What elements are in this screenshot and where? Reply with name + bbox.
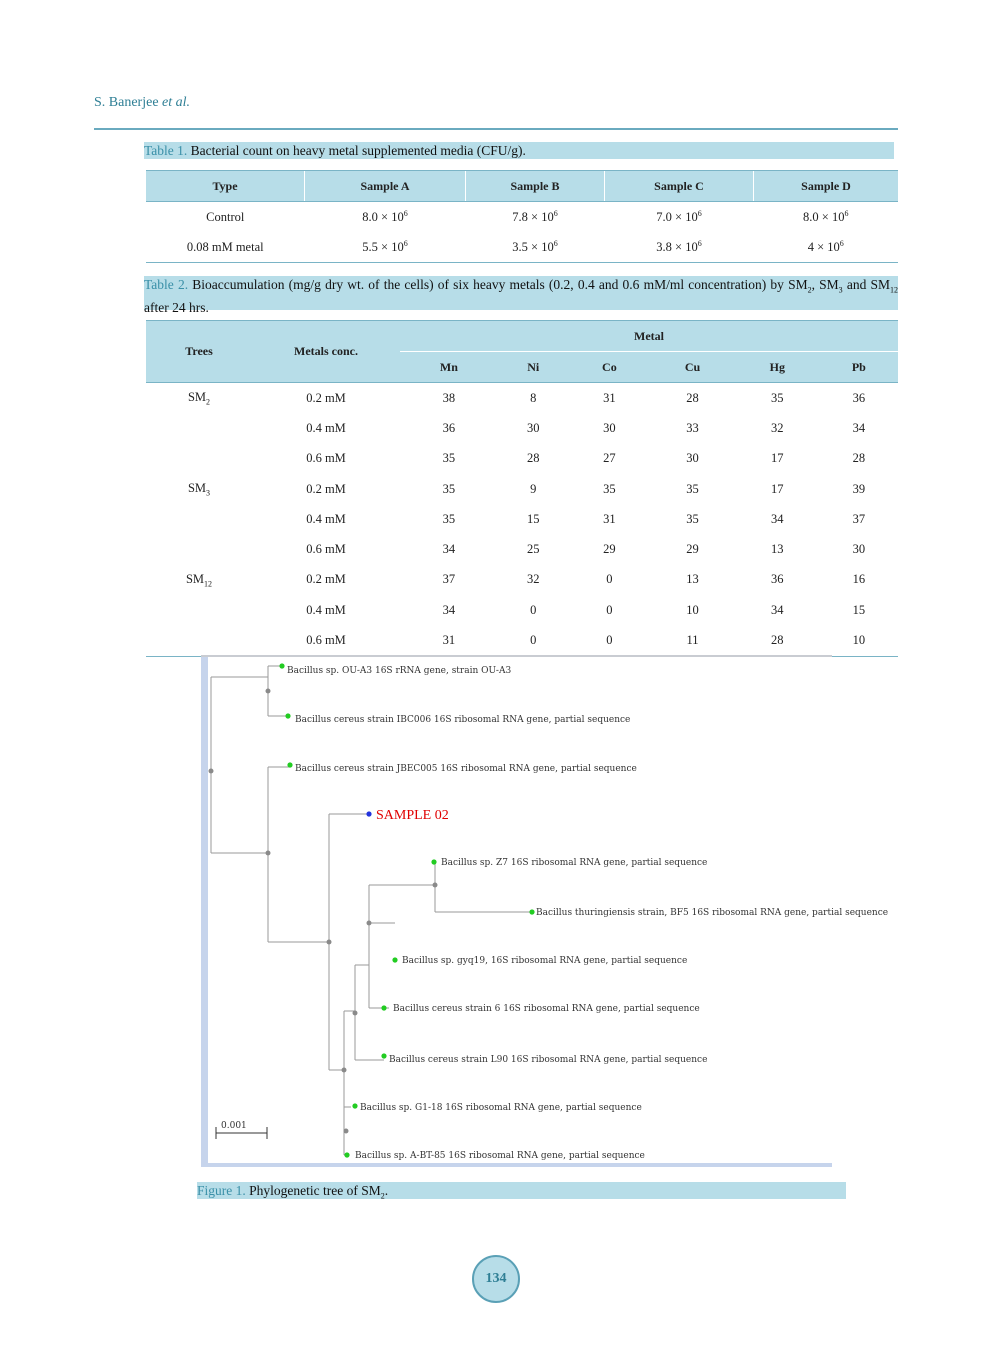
table2-conc-cell: 0.6 mM (306, 451, 346, 466)
table2-value-cell: 35 (442, 481, 456, 496)
table-row (146, 595, 898, 625)
table2-value-cell: 16 (852, 572, 866, 587)
tree-node (266, 689, 271, 694)
leaf-label: Bacillus sp. Z7 16S ribosomal RNA gene, partial sequence (441, 858, 708, 868)
table1-header-row (146, 171, 898, 202)
table2-value-cell: 11 (650, 625, 735, 656)
table2-value-cell: 29 (603, 542, 616, 557)
table1-col-b: Sample B (466, 171, 605, 202)
table2-value-cell: 13 (686, 572, 699, 587)
table2-value-cell: 8 (530, 390, 537, 405)
table2-col-mn: Mn (400, 352, 498, 383)
table-row (146, 625, 898, 656)
table-row (146, 474, 898, 504)
table2-value-cell: 27 (603, 451, 616, 466)
table1-cell: $3.5 \times 10^6$ (466, 232, 605, 263)
table2-value-cell: 34 (852, 420, 866, 435)
table-row (146, 565, 898, 595)
tree-node (367, 921, 372, 926)
table2-value-cell: 10 (686, 602, 699, 617)
table2-col-pb: Pb (820, 352, 898, 383)
table2-conc-cell: 0.4 mM (306, 511, 346, 526)
table2-value-cell: 36 (852, 390, 866, 405)
table2-value-cell: 9 (530, 481, 537, 496)
table2-value-cell: 15 (852, 602, 866, 617)
table2-value-cell: 30 (852, 542, 866, 557)
table2-value-cell: 10 (820, 625, 898, 656)
table2-col-co: Co (569, 352, 650, 383)
table1-cell: $5.5 \times 10^6$ (305, 232, 466, 263)
table1-col-a: Sample A (305, 171, 466, 202)
leaf-label: Bacillus sp. A-BT-85 16S ribosomal RNA gene, partial sequence (355, 1151, 645, 1161)
table2-tree-cell (146, 595, 252, 625)
table2-value-cell: 29 (686, 542, 699, 557)
table2-conc-cell: 0.2 mM (306, 572, 346, 587)
table2-value-cell: 15 (526, 511, 540, 526)
phylogenetic-tree (201, 655, 889, 1167)
table1-col-d: Sample D (754, 171, 899, 202)
table2-value-cell: 28 (852, 451, 866, 466)
table1-cell: 0.08 mM metal (146, 232, 305, 263)
sample-label: SAMPLE 02 (376, 808, 449, 823)
table1-cell: $4 \times 10^6$ (754, 232, 899, 263)
tree-node (266, 851, 271, 856)
leaf-label: Bacillus thuringiensis strain, BF5 16S ribosomal RNA gene, partial sequence (536, 908, 889, 918)
table2-tree-cell (146, 413, 252, 443)
table2-value-cell: 35 (686, 511, 699, 526)
table-row (146, 504, 898, 534)
leaf-label: Bacillus cereus strain JBEC005 16S ribosomal RNA gene, partial sequence (295, 764, 637, 774)
table2-value-cell: 34 (442, 602, 456, 617)
table2-col-conc: Metals conc. (252, 321, 400, 383)
table-row (146, 232, 898, 263)
table2-value-cell: 33 (686, 420, 699, 435)
table2-col-trees: Trees (146, 321, 252, 383)
leaf-label: Bacillus sp. OU-A3 16S rRNA gene, strain OU-A3 (287, 666, 512, 676)
leaf-label: Bacillus sp. G1-18 16S ribosomal RNA gene, partial sequence (360, 1103, 642, 1113)
scale-label: 0.001 (221, 1121, 247, 1131)
table2-value-cell: 30 (686, 451, 699, 466)
tree-node (327, 940, 332, 945)
table2-value-cell: 34 (771, 602, 784, 617)
table1-col-c: Sample C (605, 171, 754, 202)
table2-tree-cell: $SM_{12}$ (185, 571, 213, 589)
table2-value-cell: 25 (526, 542, 540, 557)
table-row (146, 413, 898, 443)
table2-caption-label: Table 2. (144, 277, 189, 292)
header-author: S. Banerjee (94, 95, 159, 110)
table2-col-ni: Ni (498, 352, 569, 383)
table2-conc-cell: 0.2 mM (306, 481, 346, 496)
table2-tree-cell: $SM_3$ (187, 480, 211, 498)
table2-col-hg: Hg (735, 352, 820, 383)
table1 (146, 170, 898, 263)
table2-value-cell: 34 (442, 542, 456, 557)
table2-value-cell: 37 (442, 572, 456, 587)
table2-conc-cell: 0.4 mM (306, 420, 346, 435)
table2-value-cell: 39 (852, 481, 866, 496)
table2-value-cell: 37 (852, 511, 866, 526)
tree-node (433, 883, 438, 888)
tree-nodes (209, 689, 438, 1134)
table1-cell: $8.0 \times 10^6$ (803, 208, 849, 225)
leaf-marker (431, 859, 436, 864)
leaf-label: Bacillus cereus strain 6 16S ribosomal RNA gene, partial sequence (393, 1004, 700, 1014)
table1-cell: $8.0 \times 10^6$ (362, 208, 408, 225)
table2-value-cell: 34 (771, 511, 784, 526)
tree-node (342, 1068, 347, 1073)
leaf-label: Bacillus sp. gyq19, 16S ribosomal RNA gene, partial sequence (402, 956, 688, 966)
table2-caption: Table 2. Bioaccumulation (mg/g dry wt. of the cells) of six heavy metals (0.2, 0.4 and 0.6 mM/ml concentration) by $SM_2$, $SM_3$ and $SM_{12}$ after 24 hrs. (144, 277, 898, 315)
table2-col-metal: Metal (400, 321, 898, 352)
table1-caption (144, 142, 894, 159)
table2-col-cu: Cu (650, 352, 735, 383)
tree-node (344, 1129, 349, 1134)
table2-value-cell: 30 (603, 420, 616, 435)
table2-value-cell: 32 (771, 420, 784, 435)
table2-body (146, 383, 898, 657)
table2-value-cell: 35 (442, 451, 456, 466)
tree-branches (211, 666, 532, 1155)
table2-value-cell: 0 (606, 602, 613, 617)
table-row (146, 383, 898, 414)
table2-value-cell: 0 (498, 625, 569, 656)
table2-value-cell: 35 (603, 481, 616, 496)
table2-conc-cell: 0.2 mM (306, 390, 346, 405)
table1-caption-label: Table 1. (144, 143, 188, 158)
table-row (146, 534, 898, 564)
table2-value-cell: 0 (530, 602, 537, 617)
leaf-marker (279, 663, 284, 668)
table2-value-cell: 17 (771, 481, 784, 496)
table2-value-cell: 31 (603, 390, 616, 405)
table2-tree-cell: $SM_2$ (187, 389, 211, 407)
leaf-marker (529, 909, 534, 914)
header-etal: et al. (162, 95, 191, 110)
figure1-caption: Figure 1. Phylogenetic tree of $SM_2$. (197, 1182, 846, 1199)
table2-tree-cell (146, 504, 252, 534)
table2-value-cell: 35 (686, 481, 699, 496)
table2-value-cell: 36 (771, 572, 784, 587)
leaf-label: Bacillus cereus strain L90 16S ribosomal RNA gene, partial sequence (389, 1055, 708, 1065)
table1-cell: Control (206, 209, 245, 224)
tree-node (209, 769, 214, 774)
table2-value-cell: 28 (686, 390, 699, 405)
table2-value-cell: 0 (569, 625, 650, 656)
table2-tree-cell (146, 625, 252, 656)
tree-node (353, 1011, 358, 1016)
table2-value-cell: 31 (400, 625, 498, 656)
table2-conc-cell: 0.6 mM (306, 542, 346, 557)
table1-caption-text: Bacterial count on heavy metal supplemented media (CFU/g). (190, 143, 526, 158)
running-header (94, 95, 190, 111)
table2-value-cell: 0 (606, 572, 613, 587)
table2-tree-cell (146, 534, 252, 564)
table2 (146, 320, 898, 657)
leaf-marker (287, 762, 292, 767)
leaf-marker (352, 1103, 357, 1108)
table2-value-cell: 28 (526, 451, 540, 466)
sample-marker (366, 811, 371, 816)
leaf-marker (381, 1005, 386, 1010)
leaf-marker (285, 713, 290, 718)
table2-value-cell: 31 (603, 511, 616, 526)
table2-value-cell: 30 (526, 420, 540, 435)
header-rule (94, 128, 898, 130)
table1-cell: $3.8 \times 10^6$ (605, 232, 754, 263)
table1-cell: $7.0 \times 10^6$ (656, 208, 702, 225)
table2-tree-cell (146, 444, 252, 474)
table2-value-cell: 32 (526, 572, 540, 587)
table1-cell: $7.8 \times 10^6$ (512, 208, 558, 225)
table2-value-cell: 28 (735, 625, 820, 656)
table2-value-cell: 13 (771, 542, 784, 557)
table-row (146, 444, 898, 474)
leaf-marker (344, 1152, 349, 1157)
table2-value-cell: 36 (442, 420, 456, 435)
table-row (146, 202, 898, 233)
figure1-caption-label: Figure 1. (197, 1183, 246, 1198)
leaf-label: Bacillus cereus strain IBC006 16S ribosomal RNA gene, partial sequence (295, 715, 631, 725)
tree-leaves (279, 663, 888, 1161)
table1-col-type: Type (146, 171, 305, 202)
table2-conc-cell: 0.4 mM (306, 602, 346, 617)
page-number: 134 (472, 1255, 520, 1303)
table2-value-cell: 35 (442, 511, 456, 526)
table2-value-cell: 38 (442, 390, 456, 405)
table2-value-cell: 17 (771, 451, 784, 466)
table2-value-cell: 35 (771, 390, 784, 405)
leaf-marker (381, 1053, 386, 1058)
leaf-marker (392, 957, 397, 962)
table2-header-row (146, 321, 898, 352)
table2-conc-cell: 0.6 mM (252, 625, 400, 656)
